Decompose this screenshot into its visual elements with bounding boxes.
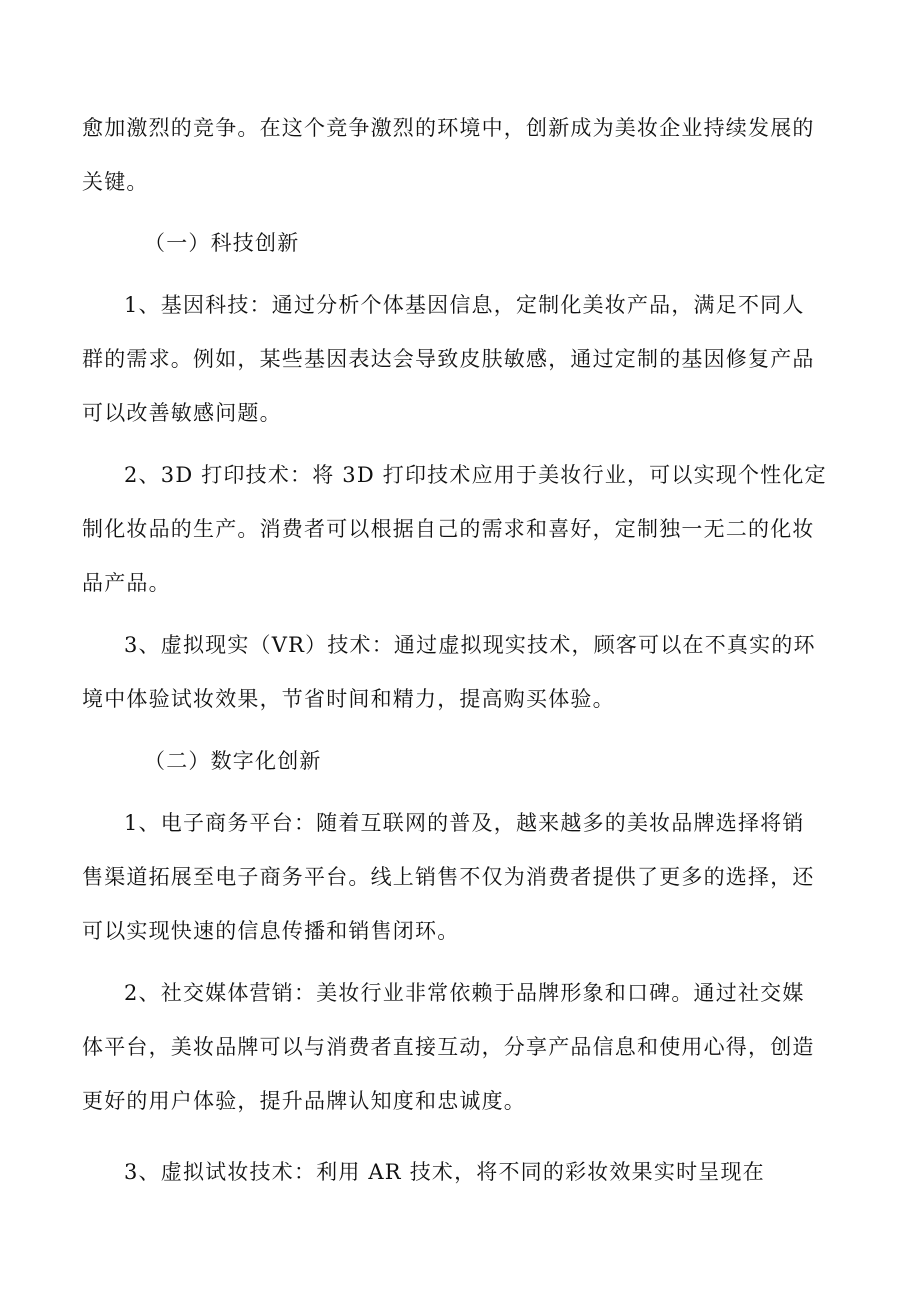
paragraph-virtual-makeup-line-1: 3、虚拟试妆技术：利用 AR 技术，将不同的彩妆效果实时呈现在 bbox=[124, 1160, 765, 1184]
paragraph-gene-tech-line-2: 群的需求。例如，某些基因表达会导致皮肤敏感，通过定制的基因修复产品 bbox=[82, 347, 815, 371]
paragraph-social-media-line-2: 体平台，美妆品牌可以与消费者直接互动，分享产品信息和使用心得，创造 bbox=[82, 1035, 815, 1059]
section-heading-tech-innovation: （一）科技创新 bbox=[144, 231, 300, 255]
paragraph-intro-line-1: 愈加激烈的竞争。在这个竞争激烈的环境中，创新成为美妆企业持续发展的 bbox=[82, 116, 815, 140]
paragraph-gene-tech-line-3: 可以改善敏感问题。 bbox=[82, 401, 282, 425]
paragraph-social-media-line-3: 更好的用户体验，提升品牌认知度和忠诚度。 bbox=[82, 1089, 526, 1113]
paragraph-intro-line-2: 关键。 bbox=[82, 170, 149, 194]
section-heading-digital-innovation: （二）数字化创新 bbox=[144, 749, 322, 773]
paragraph-social-media-line-1: 2、社交媒体营销：美妆行业非常依赖于品牌形象和口碑。通过社交媒 bbox=[124, 981, 805, 1005]
paragraph-3d-print-line-2: 制化妆品的生产。消费者可以根据自己的需求和喜好，定制独一无二的化妆 bbox=[82, 517, 815, 541]
paragraph-3d-print-line-3: 品产品。 bbox=[82, 571, 171, 595]
paragraph-gene-tech-line-1: 1、基因科技：通过分析个体基因信息，定制化美妆产品，满足不同人 bbox=[124, 293, 805, 317]
paragraph-vr-line-1: 3、虚拟现实（VR）技术：通过虚拟现实技术，顾客可以在不真实的环 bbox=[124, 633, 816, 657]
paragraph-3d-print-line-1: 2、3D 打印技术：将 3D 打印技术应用于美妆行业，可以实现个性化定 bbox=[124, 463, 827, 487]
paragraph-ecommerce-line-2: 售渠道拓展至电子商务平台。线上销售不仅为消费者提供了更多的选择，还 bbox=[82, 865, 815, 889]
paragraph-vr-line-2: 境中体验试妆效果，节省时间和精力，提高购买体验。 bbox=[82, 687, 615, 711]
paragraph-ecommerce-line-1: 1、电子商务平台：随着互联网的普及，越来越多的美妆品牌选择将销 bbox=[124, 811, 805, 835]
paragraph-ecommerce-line-3: 可以实现快速的信息传播和销售闭环。 bbox=[82, 919, 460, 943]
